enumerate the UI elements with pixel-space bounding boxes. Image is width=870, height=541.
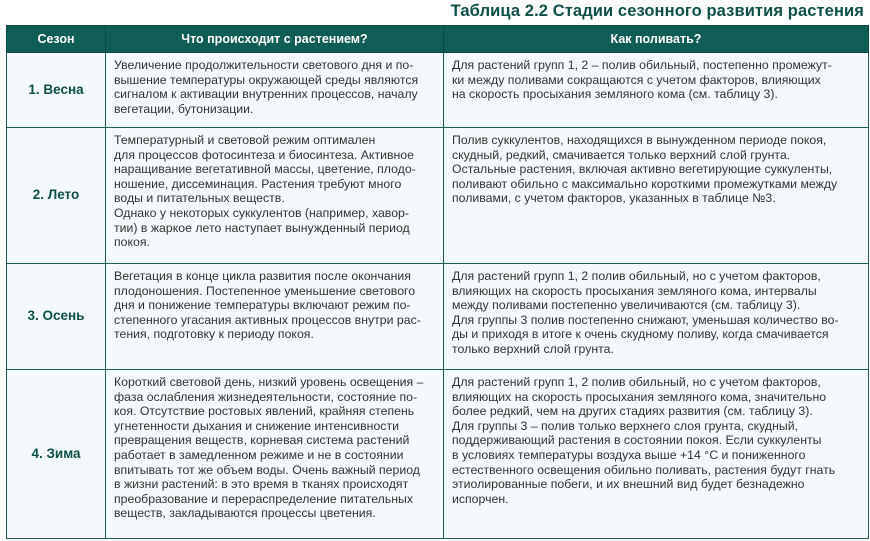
table-title: Таблица 2.2 Стадии сезонного развития растения: [450, 2, 864, 20]
seasons-table: [6, 25, 869, 539]
season-cell: 3. Осень: [7, 264, 106, 370]
season-cell: 1. Весна: [7, 53, 106, 128]
what-cell: Увеличение продолжительности светового дня и по- вышение температуры окружающей среды являются сигналом к активации внутренних процессов, началу вегетации, бутонизации.: [106, 53, 444, 128]
season-cell: 2. Лето: [7, 128, 106, 264]
what-cell: Вегетация в конце цикла развития после окончания плодоношения. Постепенное уменьшение светового дня и понижение температуры включают режим по- степенного угасания активных процессов внутри рас- тения, подготовку к периоду покоя.: [106, 264, 444, 370]
header-what: Что происходит с растением?: [106, 26, 444, 53]
how-cell: Полив суккулентов, находящихся в вынужденном периоде покоя, скудный, редкий, смачивается только верхний слой грунта. Остальные растения, включая активно вегетирующие суккуленты, поливают обильно с максимально короткими промежутками между поливами, с учетом факторов, указанных в таблице №3.: [444, 128, 869, 264]
header-season: Сезон: [7, 26, 106, 53]
how-cell: Для растений групп 1, 2 полив обильный, но с учетом факторов, влияющих на скорость просыхания земляного кома, интервалы между поливами постепенно увеличиваются (см. таблицу 3). Для группы 3 полив постепенно снижают, уменьшая количество во- ды и приходя в итоге к очень скудному поливу, когда смачивается только верхний слой грунта.: [444, 264, 869, 370]
table-header-row: [7, 26, 869, 53]
header-how: Как поливать?: [444, 26, 869, 53]
table-row: [7, 370, 869, 539]
season-cell: 4. Зима: [7, 370, 106, 539]
table-row: [7, 128, 869, 264]
how-cell: Для растений групп 1, 2 полив обильный, но с учетом факторов, влияющих на скорость просыхания земляного кома, значительно более редкий, чем на других стадиях развития (см. таблицу 3). Для группы 3 – полив только верхнего слоя грунта, скудный, поддерживающий растения в состоянии покоя. Если суккуленты в условиях температуры воздуха выше +14 °С и пониженного естественного освещения обильно поливать, растения будут гнать этиолированные побеги, и их внешний вид будет безнадежно испорчен.: [444, 370, 869, 539]
how-cell: Для растений групп 1, 2 – полив обильный, постепенно промежут- ки между поливами сокращаются с учетом факторов, влияющих на скорость просыхания земляного кома (см. таблицу 3).: [444, 53, 869, 128]
what-cell: Температурный и световой режим оптимален для процессов фотосинтеза и биосинтеза. Активное наращивание вегетативной массы, цветение, плодо- ношение, диссеминация. Растения требуют много воды и питательных веществ. Однако у некоторых суккулентов (например, хавор- тии) в жаркое лето наступает вынужденный период покоя.: [106, 128, 444, 264]
what-cell: Короткий световой день, низкий уровень освещения – фаза ослабления жизнедеятельности, состояние по- коя. Отсутствие ростовых явлений, крайняя степень угнетенности дыхания и снижение интенсивности превращения веществ, корневая система растений работает в замедленном режиме и не в состоянии впитывать тот же объем воды. Очень важный период в жизни растений: в это время в тканях происходят преобразование и перераспределение питательных веществ, закладываются процессы цветения.: [106, 370, 444, 539]
table-row: [7, 264, 869, 370]
table-row: [7, 53, 869, 128]
